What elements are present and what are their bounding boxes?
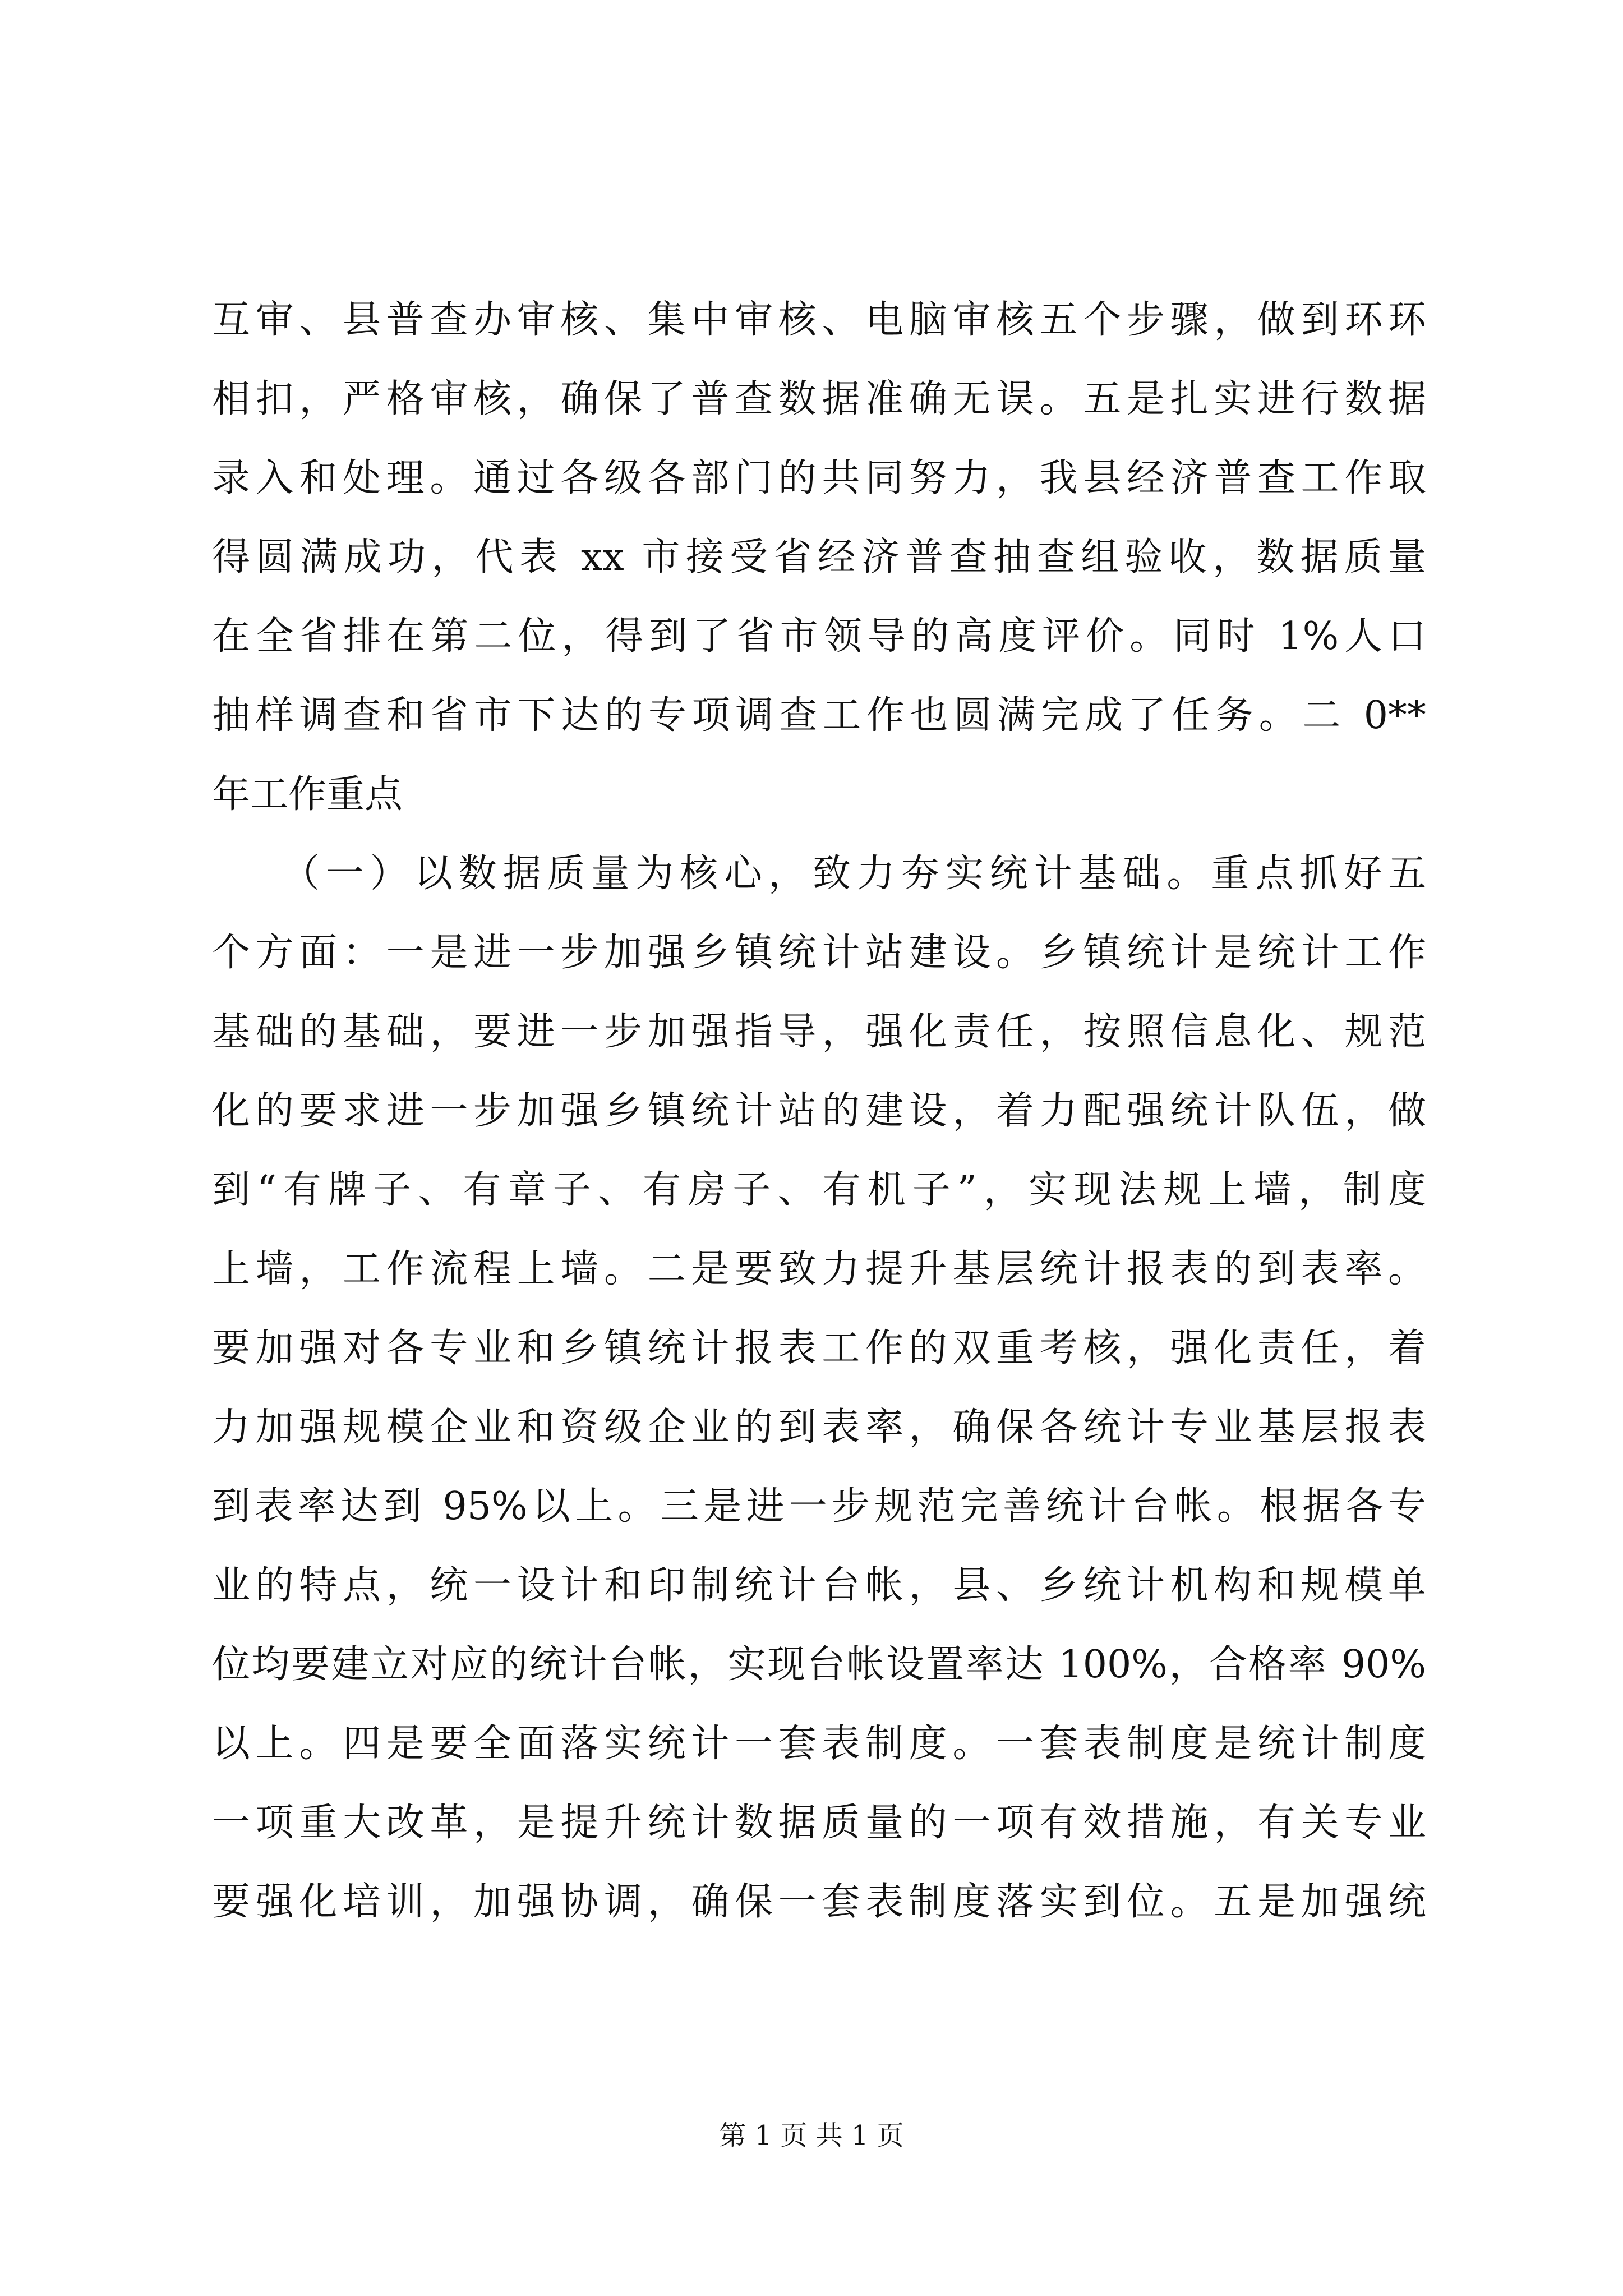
text-line: 基础的基础，要进一步加强指导，强化责任，按照信息化、规范 [212,1010,1426,1054]
text-line: 业的特点，统一设计和印制统计台帐，县、乡统计机构和规模单 [212,1563,1426,1608]
text-line: 化的要求进一步加强乡镇统计站的建设，着力配强统计队伍，做 [212,1089,1426,1133]
text-line: 个方面：一是进一步加强乡镇统计站建设。乡镇统计是统计工作 [212,931,1426,975]
text-line: 得圆满成功，代表 xx 市接受省经济普查抽查组验收，数据质量 [212,535,1426,579]
text-line: 要加强对各专业和乡镇统计报表工作的双重考核，强化责任，着 [212,1326,1426,1370]
text-line: 上墙，工作流程上墙。二是要致力提升基层统计报表的到表率。 [212,1247,1426,1291]
text-line: 力加强规模企业和资级企业的到表率，确保各统计专业基层报表 [212,1405,1426,1450]
text-line: 要强化培训，加强协调，确保一套表制度落实到位。五是加强统 [212,1880,1426,1924]
text-line: 录入和处理。通过各级各部门的共同努力，我县经济普查工作取 [212,456,1426,500]
section-heading: 年工作重点 [212,772,403,817]
text-line: 互审、县普查办审核、集中审核、电脑审核五个步骤，做到环环 [212,298,1426,342]
text-line: 到表率达到 95%以上。三是进一步规范完善统计台帐。根据各专 [212,1484,1426,1529]
text-line: 一项重大改革，是提升统计数据质量的一项有效措施，有关专业 [212,1801,1426,1845]
text-line: 在全省排在第二位，得到了省市领导的高度评价。同时 1%人口 [212,614,1426,659]
text-line: 以上。四是要全面落实统计一套表制度。一套表制度是统计制度 [212,1722,1426,1766]
page-number-footer: 第 1 页 共 1 页 [719,2120,904,2151]
text-line: 位均要建立对应的统计台帐，实现台帐设置率达 100%，合格率 90% [212,1642,1426,1687]
body-text [212,280,1426,1941]
text-line: （一）以数据质量为核心，致力夯实统计基础。重点抓好五 [212,852,1426,896]
text-line: 到“有牌子、有章子、有房子、有机子”，实现法规上墙，制度 [212,1168,1426,1212]
text-line: 抽样调查和省市下达的专项调查工作也圆满完成了任务。二 0** [212,693,1426,738]
text-line: 相扣，严格审核，确保了普查数据准确无误。五是扎实进行数据 [212,377,1426,421]
